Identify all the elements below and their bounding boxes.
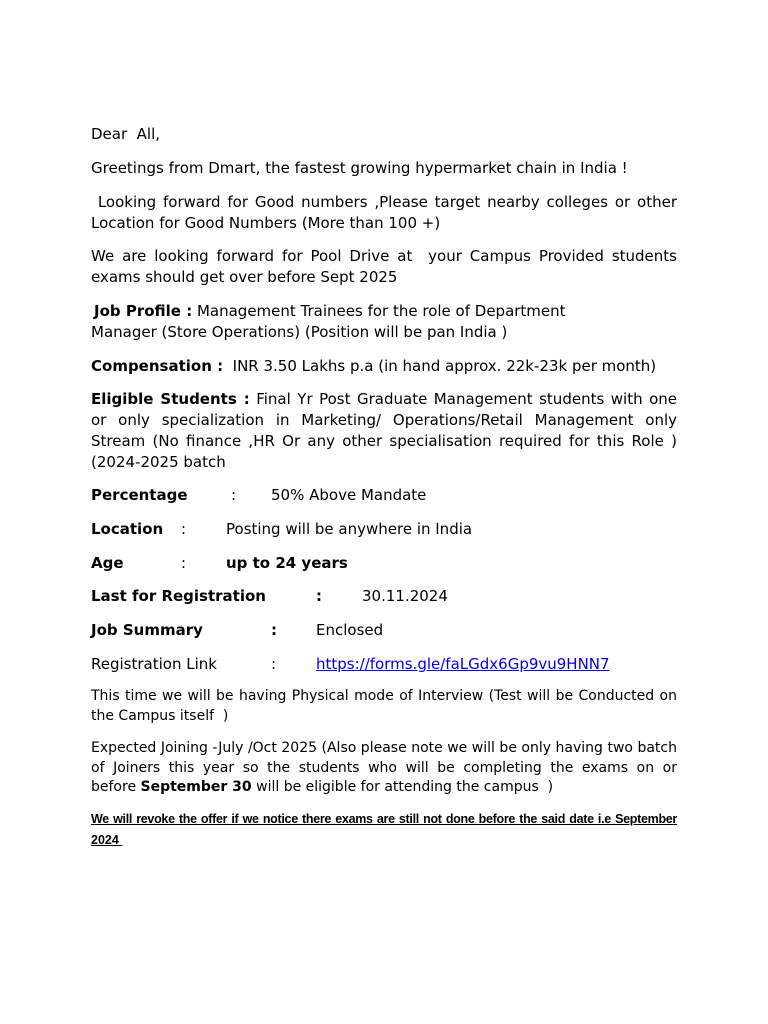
joining-line-3-pre: before [91,779,141,795]
registration-deadline-value: 30.11.2024 [362,587,448,605]
location-value: Posting will be anywhere in India [226,520,473,538]
age-label: Age [91,554,124,572]
letter-body [91,124,677,851]
eligible-value-1: Final Yr Post Graduate Management students with one [249,390,678,408]
registration-link-sep: : [271,655,277,673]
job-profile-value-1: Management Trainees for the role of Department [192,302,566,320]
joining-line-3-post: will be eligible for attending the campus ) [251,779,554,795]
joining-line-3 [91,778,677,798]
joining-deadline: September 30 [140,779,252,795]
warning-line-2: 2024 [91,832,123,847]
percentage-row [91,485,677,506]
percentage-label: Percentage [91,486,188,504]
compensation-value: INR 3.50 Lakhs p.a (in hand approx. 22k-23k per month) [223,357,657,375]
warning-paragraph [91,809,677,851]
percentage-sep: : [231,486,237,504]
eligible-line-3: Stream (No finance ,HR Or any other specialisation required for this Role ) [91,432,677,450]
location-row [91,519,677,540]
target-paragraph [91,192,677,234]
interview-line-2: the Campus itself ) [91,707,229,724]
registration-link-label: Registration Link [91,655,217,673]
compensation-label: Compensation : [91,357,224,375]
registration-link[interactable]: https://forms.gle/faLGdx6Gp9vu9HNN7 [316,655,610,673]
interview-line-1: This time we will be having Physical mode of Interview (Test will be Conducted on [91,688,677,704]
joining-line-2: of Joiners this year so the students who will be completing the exams on or [91,759,677,776]
age-value: up to 24 years [226,554,348,572]
pool-line-2: exams should get over before Sept 2025 [91,268,398,286]
pool-line-1: We are looking forward for Pool Drive at your Campus Provided students [91,247,677,265]
registration-deadline-label: Last for Registration [91,587,266,605]
job-profile-value-2: Manager (Store Operations) (Position will be pan India ) [91,323,508,341]
warning-line-1: We will revoke the offer if we notice there exams are still not done before the said date i.e September [91,811,677,826]
eligible-section [91,389,677,473]
joining-paragraph [91,739,677,798]
interview-paragraph [91,687,677,726]
joining-line-1: Expected Joining -July /Oct 2025 (Also please note we will be only having two batch [91,740,677,756]
age-row [91,553,677,574]
eligible-line-1 [91,389,677,410]
job-profile-line-1 [91,301,677,322]
registration-link-row [91,654,677,675]
job-profile-section [91,301,677,343]
job-summary-row [91,620,677,641]
eligible-label: Eligible Students : [91,390,250,408]
eligible-line-4: (2024-2025 batch [91,453,226,471]
compensation-line [91,356,677,377]
job-profile-label: Job Profile : [94,302,193,320]
salutation: Dear All, [91,125,161,143]
job-summary-label: Job Summary [91,621,203,639]
registration-deadline-row [91,586,677,607]
pool-drive-paragraph [91,246,677,288]
job-summary-sep: : [271,621,277,639]
age-sep: : [181,554,187,572]
eligible-line-2: or only specialization in Marketing/ Operations/Retail Management only [91,411,677,429]
registration-deadline-sep: : [316,587,322,605]
job-summary-value: Enclosed [316,621,384,639]
target-line-2: Location for Good Numbers (More than 100 +) [91,214,441,232]
location-label: Location [91,520,164,538]
target-line-1: Looking forward for Good numbers ,Please target nearby colleges or other [91,193,677,211]
greeting: Greetings from Dmart, the fastest growing hypermarket chain in India ! [91,159,628,177]
percentage-value: 50% Above Mandate [271,486,427,504]
location-sep: : [181,520,187,538]
